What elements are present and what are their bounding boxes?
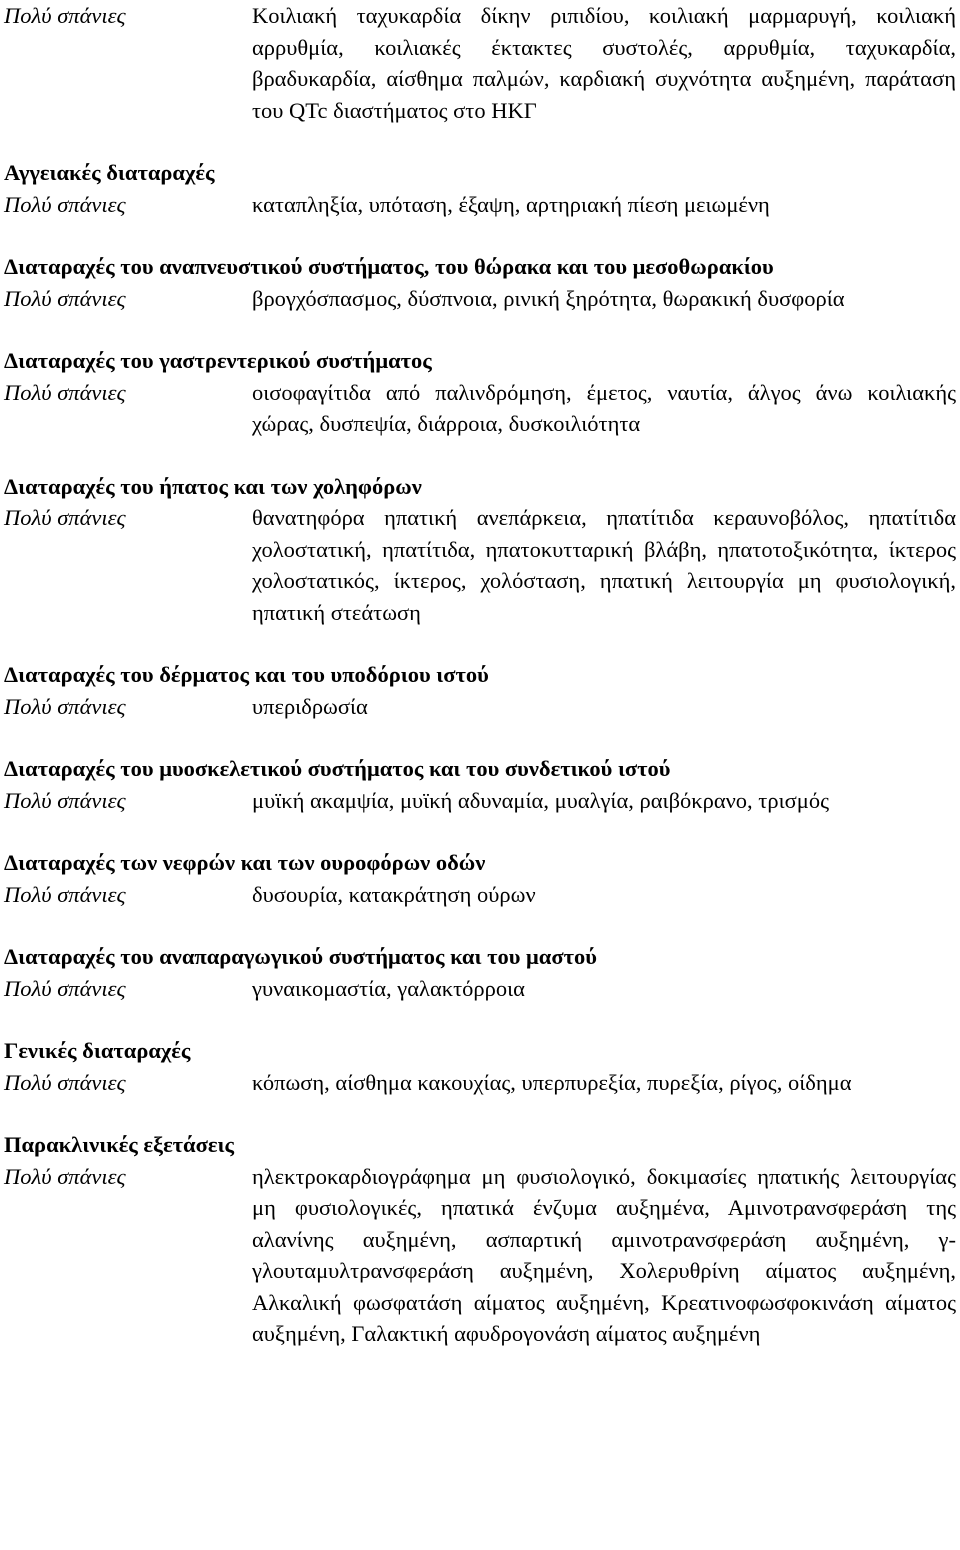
section-heading: Διαταραχές του αναπαραγωγικού συστήματος και του μαστού xyxy=(4,944,597,969)
effects-text: βρογχόσπασμος, δύσπνοια, ρινική ξηρότητα, θωρακική δυσφορία xyxy=(252,285,845,311)
section-heading: Παρακλινικές εξετάσεις xyxy=(4,1132,234,1157)
frequency-label: Πολύ σπάνιες xyxy=(4,1069,126,1095)
section-hepatobiliary xyxy=(4,471,956,629)
effects-text: Κοιλιακή ταχυκαρδία δίκην ριπιδίου, κοιλιακή μαρμαρυγή, κοιλιακή αρρυθμία, κοιλιακές έκτακτες συστολές, αρρυθμία, ταχυκαρδία, βραδυκαρδία, αίσθημα παλμών, καρδιακή συχνότητα αυξημένη, παράταση του QTc διαστήματος στο ΗΚΓ xyxy=(252,3,956,123)
effects-text: δυσουρία, κατακράτηση ούρων xyxy=(252,881,536,907)
section-renal xyxy=(4,847,956,910)
section-respiratory xyxy=(4,251,956,314)
frequency-row xyxy=(4,283,956,315)
section-musculoskeletal xyxy=(4,753,956,816)
section-heading: Διαταραχές του γαστρεντερικού συστήματος xyxy=(4,348,432,373)
frequency-row xyxy=(4,0,956,126)
frequency-label: Πολύ σπάνιες xyxy=(4,787,126,813)
effects-text: γυναικομαστία, γαλακτόρροια xyxy=(252,975,525,1001)
effects-text: μυϊκή ακαμψία, μυϊκή αδυναμία, μυαλγία, ραιβόκρανο, τρισμός xyxy=(252,787,829,813)
effects-text: οισοφαγίτιδα από παλινδρόμηση, έμετος, ναυτία, άλγος άνω κοιλιακής χώρας, δυσπεψία, διάρροια, δυσκοιλιότητα xyxy=(252,379,956,436)
frequency-row xyxy=(4,879,956,911)
section-heading: Διαταραχές του αναπνευστικού συστήματος, του θώρακα και του μεσοθωρακίου xyxy=(4,254,774,279)
effects-text: καταπληξία, υπόταση, έξαψη, αρτηριακή πίεση μειωμένη xyxy=(252,191,770,217)
section-heading: Διαταραχές του ήπατος και των χοληφόρων xyxy=(4,473,422,499)
frequency-label: Πολύ σπάνιες xyxy=(4,285,126,311)
effects-text: υπεριδρωσία xyxy=(252,693,368,719)
frequency-row xyxy=(4,785,956,817)
frequency-row xyxy=(4,502,956,628)
section-gastrointestinal xyxy=(4,345,956,440)
frequency-label: Πολύ σπάνιες xyxy=(4,881,126,907)
effects-text: θανατηφόρα ηπατική ανεπάρκεια, ηπατίτιδα κεραυνοβόλος, ηπατίτιδα χολοστατική, ηπατίτιδα, ηπατοκυτταρική βλάβη, ηπατοτοξικότητα, ίκτερος χολοστατικός, ίκτερος, χολόσταση, ηπατική λειτουργία μη φυσιολογική, ηπατική στεάτωση xyxy=(252,505,956,625)
frequency-row xyxy=(4,973,956,1005)
frequency-label: Πολύ σπάνιες xyxy=(4,379,126,405)
section-heading: Διαταραχές του δέρματος και του υποδόριου ιστού xyxy=(4,662,489,687)
frequency-row xyxy=(4,691,956,723)
section-vascular xyxy=(4,157,956,220)
section-cardiac-continued xyxy=(4,0,956,126)
frequency-label: Πολύ σπάνιες xyxy=(4,505,126,530)
section-reproductive xyxy=(4,941,956,1004)
section-heading: Αγγειακές διαταραχές xyxy=(4,160,215,185)
section-investigations xyxy=(4,1129,956,1350)
frequency-label: Πολύ σπάνιες xyxy=(4,1163,126,1189)
frequency-row xyxy=(4,1161,956,1350)
section-skin xyxy=(4,659,956,722)
frequency-row xyxy=(4,1067,956,1099)
frequency-label: Πολύ σπάνιες xyxy=(4,693,126,719)
section-heading: Γενικές διαταραχές xyxy=(4,1038,191,1063)
section-general xyxy=(4,1035,956,1098)
section-heading: Διαταραχές των νεφρών και των ουροφόρων οδών xyxy=(4,850,486,875)
section-heading: Διαταραχές του μυοσκελετικού συστήματος και του συνδετικού ιστού xyxy=(4,756,671,781)
frequency-label: Πολύ σπάνιες xyxy=(4,191,126,217)
effects-text: κόπωση, αίσθημα κακουχίας, υπερπυρεξία, πυρεξία, ρίγος, οίδημα xyxy=(252,1069,852,1095)
effects-text: ηλεκτροκαρδιογράφημα μη φυσιολογικό, δοκιμασίες ηπατικής λειτουργίας μη φυσιολογικές, ηπατικά ένζυμα αυξημένα, Αμινοτρανσφεράση της αλανίνης αυξημένη, ασπαρτική αμινοτρανσφεράση αυξημένη, γ-γλουταμυλτρανσφεράση αυξημένη, Χολερυθρίνη αίματος αυξημένη, Αλκαλική φωσφατάση αίματος αυξημένη, Κρεατινοφωσφοκινάση αίματος αυξημένη, Γαλακτική αφυδρογονάση αίματος αυξημένη xyxy=(252,1163,956,1346)
frequency-row xyxy=(4,189,956,221)
frequency-label: Πολύ σπάνιες xyxy=(4,3,126,28)
frequency-row xyxy=(4,377,956,440)
frequency-label: Πολύ σπάνιες xyxy=(4,975,126,1001)
